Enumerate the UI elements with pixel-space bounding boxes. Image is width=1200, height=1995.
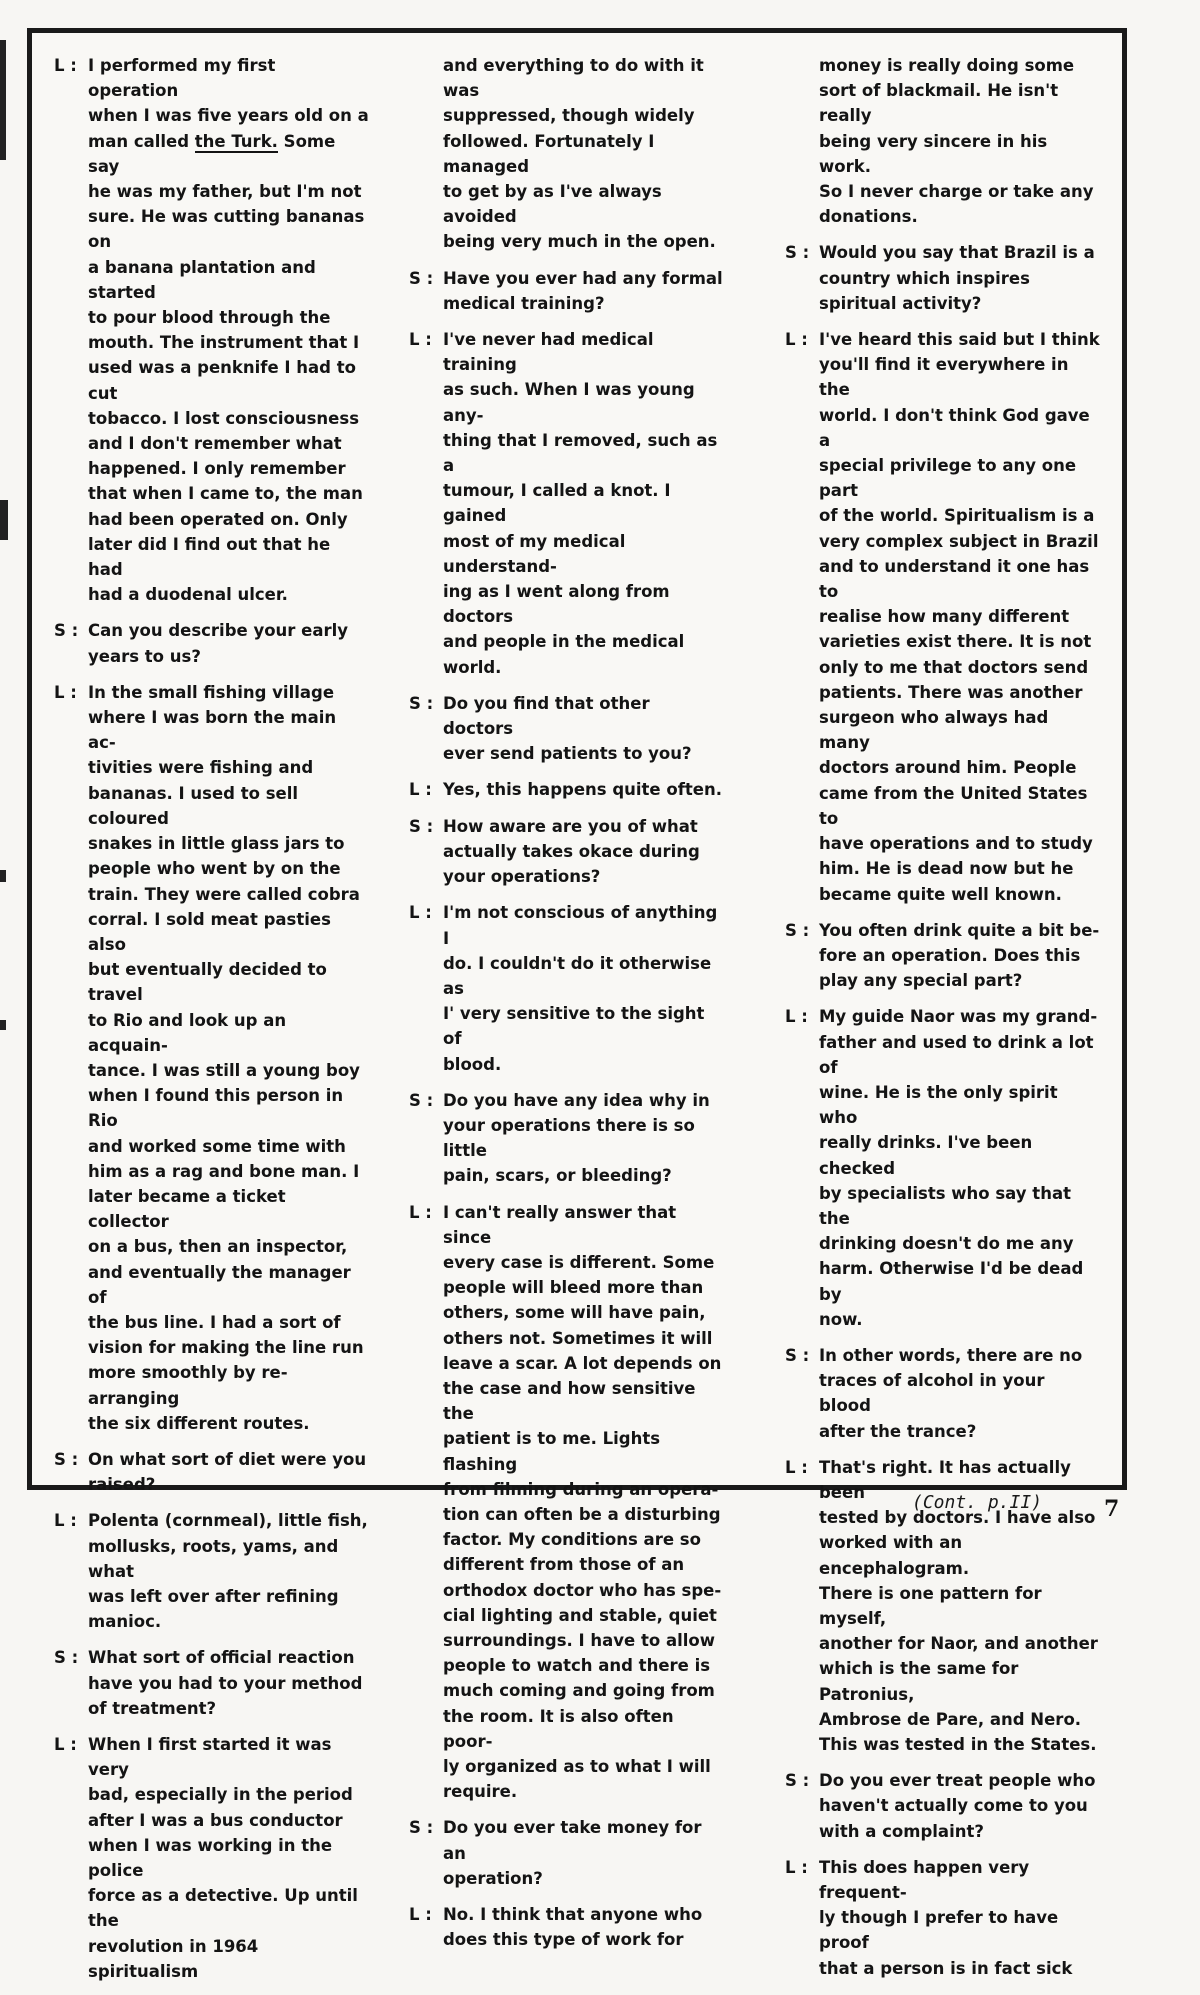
dialogue-text: That's right. It has actually been tested by doctors. I have also worked with an encephalogram. There is one pattern for myself, another for Naor, and another which is the same for Patronius, Ambrose de Pare, and Nero. This was tested in the States. xyxy=(819,1457,1098,1754)
dialogue-entry xyxy=(389,266,724,316)
speaker-label: L : xyxy=(785,1457,808,1477)
dialogue-entry xyxy=(389,53,724,255)
column-1 xyxy=(34,53,369,1995)
dialogue-entry xyxy=(34,53,369,607)
dialogue-text: No. I think that anyone who does this type of work for xyxy=(443,1905,703,1950)
dialogue-text: How aware are you of what actually takes okace during your operations? xyxy=(443,816,700,887)
dialogue-entry xyxy=(34,680,369,1436)
speaker-label: S : xyxy=(409,268,434,288)
dialogue-entry xyxy=(389,327,724,680)
dialogue-entry xyxy=(765,1855,1100,1981)
speaker-label: L : xyxy=(409,903,432,923)
dialogue-text: Can you describe your early years to us? xyxy=(88,621,349,666)
dialogue-text: You often drink quite a bit be- fore an operation. Does this play any special part? xyxy=(819,920,1100,991)
dialogue-text: Do you ever take money for an operation? xyxy=(443,1818,702,1888)
dialogue-text: Would you say that Brazil is a country which inspires spiritual activity? xyxy=(819,243,1095,313)
speaker-label: S : xyxy=(785,920,810,940)
speaker-label: L : xyxy=(54,1735,77,1754)
underlined-name: the Turk. xyxy=(194,131,278,151)
dialogue-text: I can't really answer that since every case is different. Some people will bleed more than others, some will have pain, others not. Sometimes it will leave a scar. A lot depends on the case and how sensitive the patient is to me. Lights flashing from filming during an opera- tion can often be a disturbing factor. My conditions are so different from those of an orthodox doctor who has spe- cial lighting and stable, quiet surroundings. I have to allow people to watch and there is much coming and going from the room. It is also often poor- ly organized as to what I will require. xyxy=(443,1202,722,1802)
dialogue-entry xyxy=(389,1902,724,1952)
dialogue-entry xyxy=(389,777,724,802)
dialogue-entry xyxy=(34,1732,369,1984)
speaker-label: L : xyxy=(54,56,77,75)
dialogue-entry xyxy=(765,1004,1100,1332)
dialogue-text: This does happen very frequent- ly though I prefer to have proof that a person is in fact sick xyxy=(819,1857,1073,1978)
dialogue-text: My guide Naor was my grand- father and used to drink a lot of wine. He is the only spirit who really drinks. I've been checked by specialists who say that the drinking doesn't do me any harm. Otherwise I'd be dead by now. xyxy=(819,1007,1098,1329)
dialogue-entry xyxy=(765,1343,1100,1444)
column-2 xyxy=(389,53,724,1963)
speaker-label: L : xyxy=(54,682,77,702)
dialogue-text: On what sort of diet were you raised? xyxy=(88,1449,367,1495)
speaker-label: S : xyxy=(54,1648,79,1668)
dialogue-text: Polenta (cornmeal), little fish, mollusks, roots, yams, and what was left over after refining manioc. xyxy=(88,1511,368,1632)
speaker-label: S : xyxy=(54,621,79,641)
dialogue-text: I've never had medical training as such. When I was young any- thing that I removed, such as a tumour, I called a knot. I gained most of my medical understand- ing as I went along from doctors and people in the medical world. xyxy=(443,330,718,677)
binding-mark xyxy=(0,500,8,540)
dialogue-text: Do you ever treat people who haven't actually come to you with a complaint? xyxy=(819,1771,1096,1841)
speaker-label: S : xyxy=(409,1090,434,1110)
dialogue-text: In the small fishing village where I was born the main ac- tivities were fishing and bananas. I used to sell coloured snakes in little glass jars to people who went by on the train. They were called cobra corral. I sold meat pasties also but eventually decided to travel to Rio and look up an acquain- tance. I was still a young boy when I found this person in Rio and worked some time with him as a rag and bone man. I later became a ticket collector on a bus, then an inspector, and eventually the manager of the bus line. I had a sort of vision for making the line run more smoothly by re-arranging the six different routes. xyxy=(88,682,364,1433)
speaker-label: L : xyxy=(409,780,432,800)
dialogue-entry xyxy=(765,327,1100,907)
dialogue-text: and everything to do with it was suppressed, though widely followed. Fortunately I managed to get by as I've always avoided being very much in the open. xyxy=(443,56,716,252)
dialogue-entry xyxy=(34,618,369,668)
speaker-label: S : xyxy=(409,816,434,836)
dialogue-entry xyxy=(389,691,724,767)
dialogue-entry xyxy=(34,1447,369,1497)
dialogue-text xyxy=(88,53,369,607)
dialogue-entry xyxy=(765,1768,1100,1844)
dialogue-text: Yes, this happens quite often. xyxy=(443,780,722,800)
text-part: Some say he was my father, but I'm not sure. He was cutting bananas on a banana plantation and started to pour blood through the mouth. The instrument that I used was a penknife I had to cut tobacco. I lost consciousness and I don't remember what happened. I only remember that when I came to, the man had been operated on. Only later did I find out that he had had a duodenal ulcer. xyxy=(88,131,365,605)
speaker-label: S : xyxy=(785,1771,810,1791)
dialogue-text: Do you have any idea why in your operations there is so little pain, scars, or bleeding? xyxy=(443,1090,710,1186)
dialogue-entry xyxy=(389,814,724,890)
speaker-label: L : xyxy=(54,1511,77,1531)
dialogue-text: What sort of official reaction have you had to your method of treatment? xyxy=(88,1648,363,1718)
speaker-label: L : xyxy=(785,1007,808,1027)
continued-note: (Cont. p.II) xyxy=(912,1492,1043,1513)
speaker-label: L : xyxy=(409,1905,432,1925)
dialogue-text: I've heard this said but I think you'll find it everywhere in the world. I don't think God gave a special privilege to any one part of the world. Spiritualism is a very complex subject in Brazil and to understand it one has to realise how many different varieties exist there. It is not only to me that doctors send patients. There was another surgeon who always had many doctors around him. People came from the United States to have operations and to study him. He is dead now but he became quite well known. xyxy=(819,330,1100,904)
speaker-label: S : xyxy=(409,1818,434,1838)
dialogue-entry xyxy=(34,1508,369,1634)
speaker-label: S : xyxy=(54,1449,79,1469)
speaker-label: L : xyxy=(785,1857,808,1877)
column-3 xyxy=(765,53,1100,1992)
dialogue-text: Do you find that other doctors ever send patients to you? xyxy=(443,693,692,764)
speaker-label: L : xyxy=(785,330,808,350)
dialogue-entry xyxy=(765,918,1100,994)
dialogue-text: money is really doing some sort of blackmail. He isn't really being very sincere in his work. So I never charge or take any donations. xyxy=(819,56,1094,227)
speaker-label: S : xyxy=(785,1345,810,1365)
page-number: 7 xyxy=(1104,1496,1120,1522)
dialogue-text: When I first started it was very bad, especially in the period after I was a bus conductor when I was working in the police force as a detective. Up until the revolution in 1964 spiritualism xyxy=(88,1735,358,1981)
speaker-label: L : xyxy=(409,330,432,350)
dialogue-entry xyxy=(389,1815,724,1891)
binding-mark xyxy=(0,40,6,160)
binding-mark xyxy=(0,1020,6,1030)
speaker-label: L : xyxy=(409,1202,432,1222)
dialogue-entry xyxy=(34,1645,369,1721)
dialogue-text: In other words, there are no traces of alcohol in your blood after the trance? xyxy=(819,1345,1083,1441)
speaker-label: S : xyxy=(409,693,434,713)
dialogue-entry xyxy=(389,1200,724,1805)
dialogue-entry xyxy=(389,900,724,1076)
dialogue-text: Have you ever had any formal medical training? xyxy=(443,268,723,313)
dialogue-entry xyxy=(765,240,1100,316)
dialogue-entry xyxy=(765,53,1100,229)
binding-mark xyxy=(0,870,6,882)
text-part: I performed my first operation when I was five years old on a man called xyxy=(88,56,369,151)
dialogue-text: I'm not conscious of anything I do. I couldn't do it otherwise as I' very sensitive to the sight of blood. xyxy=(443,903,718,1074)
dialogue-entry xyxy=(389,1088,724,1189)
speaker-label: S : xyxy=(785,243,810,263)
